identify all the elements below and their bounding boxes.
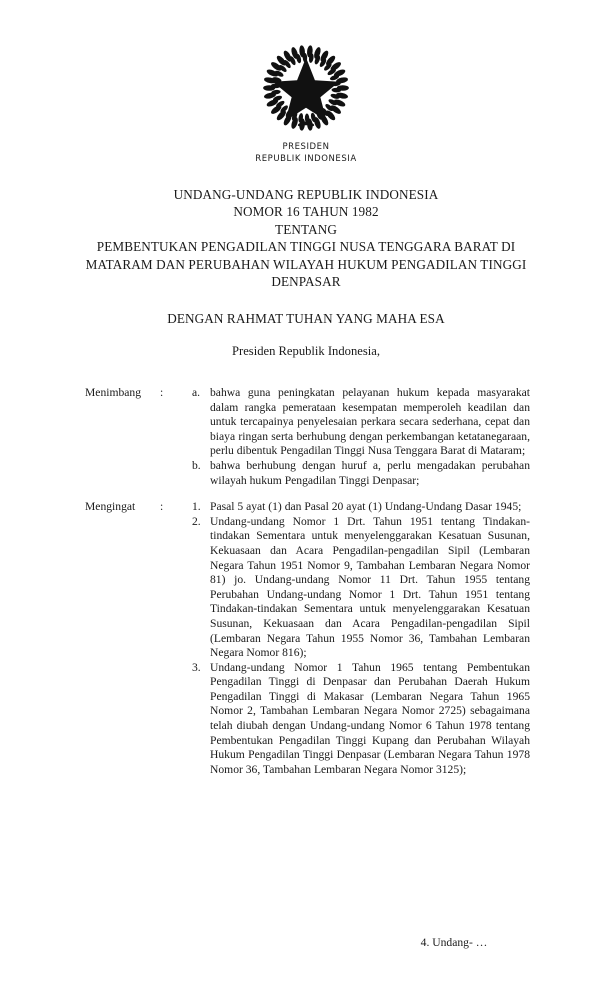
title-line-subject-2: MATARAM DAN PERUBAHAN WILAYAH HUKUM PENGADILAN TINGGI: [85, 256, 527, 272]
clause-colon-mengingat: :: [160, 500, 164, 514]
clause-label-mengingat: Mengingat: [85, 500, 136, 514]
presidential-emblem-block: [0, 42, 612, 165]
clause-marker-a: a.: [192, 386, 201, 399]
clause-item-mengingat-2: [85, 515, 530, 661]
clause-item-menimbang-a: [85, 386, 530, 459]
clause-text-menimbang-a: bahwa guna peningkatan pelayanan hukum kepada masyarakat dalam rangka pemerataan kesempatan memperoleh keadilan dan untuk tercapainya penyelesaian perkara secara sederhana, cepat dan biaya ringan serta berhubung dengan perkembangan ketatanegaraan, perlu dibentuk Pengadilan Tinggi Nusa Tenggara Barat di Mataram;: [210, 386, 530, 458]
clause-text-mengingat-2: Undang-undang Nomor 1 Drt. Tahun 1951 tentang Tindakan-tindakan Sementara untuk menyelenggarakan Kesatuan Susunan, Kekuasaan dan Acara Pengadilan-pengadilan Sipil (Lembaran Negara Tahun 1951 Nomor 9, Tambahan Lembaran Negara Nomor 81) jo. Undang-undang Nomor 11 Drt. Tahun 1955 tentang Perubahan Undang-undang Nomor 1 Drt. Tahun 1951 tentang Tindakan-tindakan Sementara untuk menyelenggarakan Kesatuan Susunan, Kekuasaan dan Acara Pengadilan-pengadilan Sipil (Lembaran Negara Tahun 1955 Nomor 36, Tambahan Lembaran Negara Nomor 816);: [210, 514, 530, 660]
clause-colon-menimbang: :: [160, 386, 164, 399]
title-line-number: NOMOR 16 TAHUN 1982: [233, 204, 379, 220]
emblem-caption-line-1: PRESIDEN: [282, 142, 330, 152]
clause-text-mengingat-1: Pasal 5 ayat (1) dan Pasal 20 ayat (1) Undang-Undang Dasar 1945;: [210, 500, 522, 514]
clause-item-mengingat-3: [85, 661, 530, 778]
emblem-caption-line-2: REPUBLIK INDONESIA: [255, 153, 357, 164]
clause-item-menimbang-b: [85, 459, 530, 488]
clause-label-menimbang: Menimbang: [85, 386, 142, 399]
clause-item-mengingat-1: [85, 500, 530, 515]
footer-catchword: [0, 936, 612, 949]
clause-marker-3: 3.: [192, 660, 201, 674]
clause-group-menimbang: [85, 386, 530, 488]
clause-text-mengingat-3: Undang-undang Nomor 1 Tahun 1965 tentang Pembentukan Pengadilan Tinggi di Denpasar dan Perubahan Daerah Hukum Pengadilan Tinggi di Makasar (Lembaran Negara Tahun 1965 Nomor 2, Tambahan Lembaran Negara Nomor 2725) sebagaimana telah diubah dengan Undang-undang Nomor 6 Tahun 1978 tentang Pembentukan Pengadilan Tinggi Kupang dan Perubahan Wilayah Hukum Pengadilan Tinggi Denpasar (Lembaran Negara Tahun 1978 Nomor 36, Tambahan Lembaran Negara Nomor 3125);: [210, 660, 530, 776]
opening-line: Presiden Republik Indonesia,: [232, 344, 380, 358]
clause-sections: [85, 386, 530, 789]
clause-marker-2: 2.: [192, 514, 201, 528]
title-line-law-type: UNDANG-UNDANG REPUBLIK INDONESIA: [173, 187, 439, 202]
document-title-block: [56, 186, 556, 290]
emblem-caption: [0, 142, 612, 165]
clause-group-mengingat: [85, 500, 530, 777]
title-line-about: TENTANG: [275, 221, 337, 237]
clause-text-menimbang-b: bahwa berhubung dengan huruf a, perlu mengadakan perubahan wilayah hukum Pengadilan Tinggi Denpasar;: [210, 458, 530, 487]
clause-marker-1: 1.: [192, 500, 201, 514]
title-line-subject-1: PEMBENTUKAN PENGADILAN TINGGI NUSA TENGGARA BARAT DI: [96, 239, 516, 255]
title-line-subject-3: DENPASAR: [271, 274, 341, 290]
clause-marker-b: b.: [192, 458, 201, 472]
footer-catchword-text: 4. Undang- …: [420, 936, 488, 949]
presidential-seal-star-wreath-icon: [260, 42, 352, 134]
blessing-line: DENGAN RAHMAT TUHAN YANG MAHA ESA: [167, 311, 445, 326]
